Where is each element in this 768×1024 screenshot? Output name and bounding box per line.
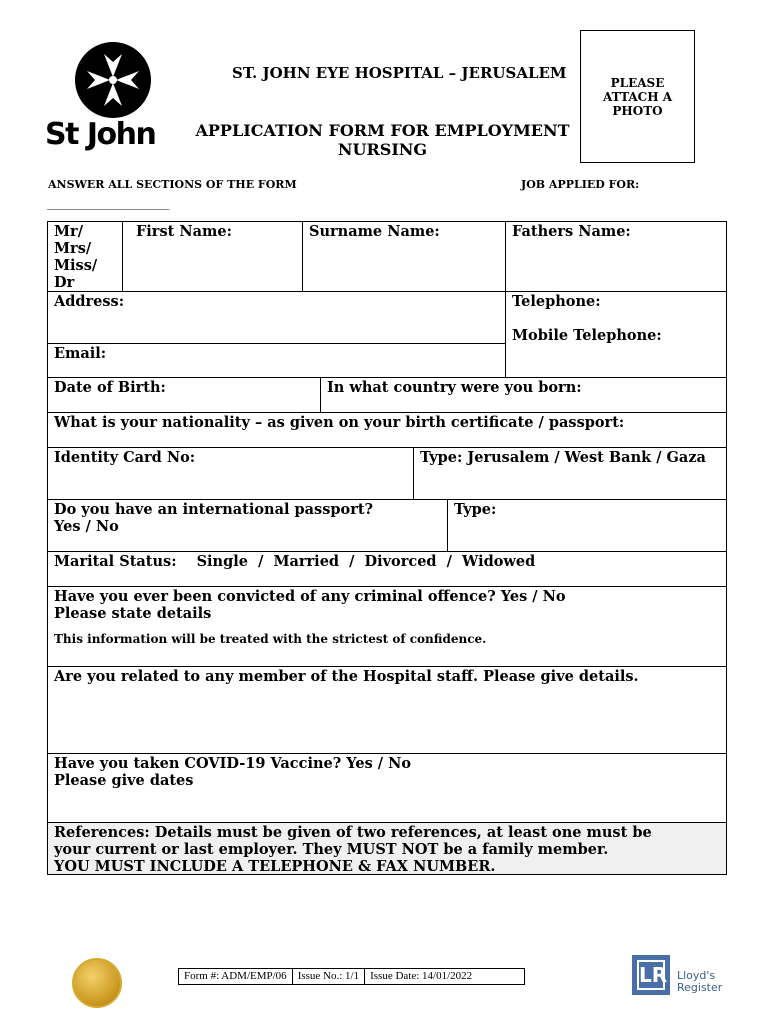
passport-type-cell[interactable] xyxy=(447,499,727,552)
first-name-cell[interactable] xyxy=(122,221,303,292)
lr-letters: LR xyxy=(637,960,665,990)
fathers-name-label: Fathers Name: xyxy=(512,223,631,240)
lr-line1: Lloyd's xyxy=(677,969,716,982)
form-number: Form #: ADM/EMP/06 xyxy=(179,969,293,984)
passport-type-label: Type: xyxy=(454,501,497,518)
nationality-label: What is your nationality – as given on your birth certificate / passport: xyxy=(54,414,625,431)
confidentiality-note: This information will be treated with the strictest of confidence. xyxy=(54,632,487,646)
criminal-offence-cell[interactable] xyxy=(47,586,727,667)
mobile-label: Mobile Telephone: xyxy=(512,327,662,344)
references-line1: References: Details must be given of two references, at least one must be xyxy=(54,824,652,841)
title-cell[interactable] xyxy=(47,221,123,292)
id-card-label: Identity Card No: xyxy=(54,449,196,466)
country-born-cell[interactable] xyxy=(320,377,727,413)
photo-box-label: PLEASE ATTACH A PHOTO xyxy=(602,75,673,118)
fathers-name-cell[interactable] xyxy=(505,221,727,292)
maltese-cross-icon xyxy=(75,42,151,118)
form-info-table xyxy=(178,968,525,985)
related-staff-question: Are you related to any member of the Hospital staff. Please give details. xyxy=(54,668,639,685)
references-cell xyxy=(47,822,727,875)
form-title-line2: NURSING xyxy=(337,140,428,159)
dob-cell[interactable] xyxy=(47,377,321,413)
marital-status-options[interactable]: Single / Married / Divorced / Widowed xyxy=(196,553,536,570)
issue-number: Issue No.: 1/1 xyxy=(293,969,365,984)
lloyds-register-logo-icon xyxy=(632,955,670,995)
job-applied-line[interactable]: ___________________________ xyxy=(47,197,169,210)
address-label: Address: xyxy=(54,293,125,310)
hospital-name: ST. JOHN EYE HOSPITAL – JERUSALEM xyxy=(232,64,567,82)
st-john-logo xyxy=(45,40,185,150)
email-cell[interactable] xyxy=(47,343,506,378)
criminal-offence-question: Have you ever been convicted of any criminal offence? Yes / No xyxy=(54,588,566,605)
dob-label: Date of Birth: xyxy=(54,379,166,396)
email-label: Email: xyxy=(54,345,107,362)
issue-date: Issue Date: 14/01/2022 xyxy=(370,970,473,982)
lr-line2: Register xyxy=(677,981,723,994)
address-cell[interactable] xyxy=(47,291,506,344)
covid-vaccine-dates: Please give dates xyxy=(54,772,194,789)
first-name-label: First Name: xyxy=(136,223,232,240)
criminal-offence-details: Please state details xyxy=(54,605,212,622)
accreditation-seal-icon xyxy=(72,958,122,1008)
passport-question: Do you have an international passport? xyxy=(54,501,374,518)
lloyds-register-wordmark xyxy=(677,970,722,994)
answer-all-instruction: ANSWER ALL SECTIONS OF THE FORM xyxy=(48,178,297,191)
passport-yes-no: Yes / No xyxy=(54,518,119,535)
passport-cell[interactable] xyxy=(47,499,448,552)
surname-cell[interactable] xyxy=(302,221,506,292)
references-line2: your current or last employer. They MUST NOT be a family member. xyxy=(54,841,609,858)
id-card-cell[interactable] xyxy=(47,447,414,500)
covid-vaccine-question: Have you taken COVID-19 Vaccine? Yes / No xyxy=(54,755,412,772)
surname-label: Surname Name: xyxy=(309,223,440,240)
photo-box[interactable] xyxy=(580,30,695,163)
job-applied-label: JOB APPLIED FOR: xyxy=(521,178,640,191)
id-type-cell[interactable] xyxy=(413,447,727,500)
marital-status-label: Marital Status: xyxy=(54,553,177,570)
nationality-cell[interactable] xyxy=(47,412,727,448)
id-type-label: Type: Jerusalem / West Bank / Gaza xyxy=(420,449,706,466)
telephone-cell[interactable] xyxy=(505,291,727,378)
logo-wordmark: St John xyxy=(45,117,156,152)
title-options: Mr/ Mrs/ Miss/ Dr xyxy=(54,223,98,291)
marital-status-cell[interactable] xyxy=(47,551,727,587)
form-title-line1: APPLICATION FORM FOR EMPLOYMENT xyxy=(195,121,570,140)
form-title xyxy=(170,121,595,159)
references-line3: YOU MUST INCLUDE A TELEPHONE & FAX NUMBER. xyxy=(54,858,496,875)
country-born-label: In what country were you born: xyxy=(327,379,582,396)
covid-vaccine-cell[interactable] xyxy=(47,753,727,823)
related-staff-cell[interactable] xyxy=(47,666,727,754)
telephone-label: Telephone: xyxy=(512,293,601,310)
